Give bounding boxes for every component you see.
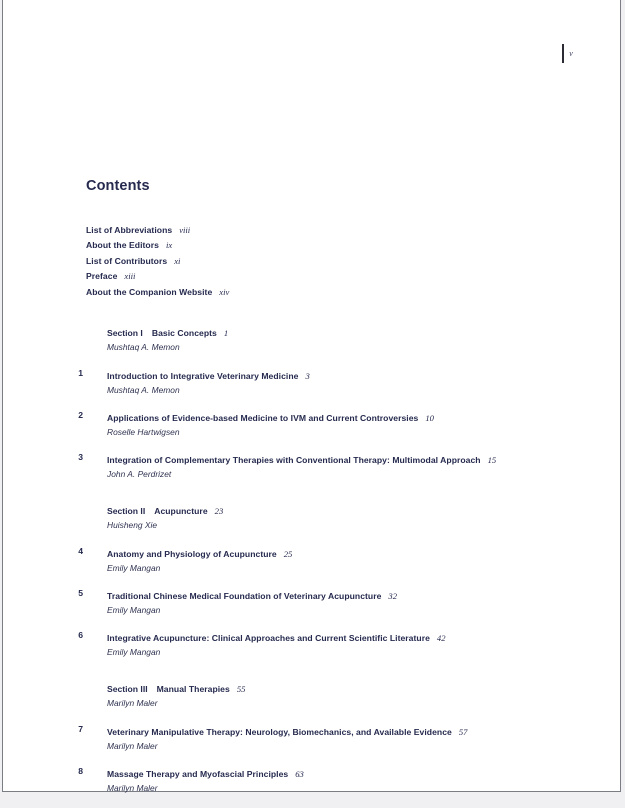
section-title: Acupuncture (154, 506, 208, 517)
list-item[interactable] (86, 284, 556, 299)
front-matter-page: viii (179, 225, 191, 235)
entry-page-number: 57 (458, 727, 468, 738)
toc-chapter-entry[interactable] (78, 368, 556, 397)
toc-entry-line (107, 325, 556, 341)
toc-section-entry[interactable] (86, 681, 556, 710)
entry-page-number: 1 (223, 328, 229, 339)
document-page (2, 0, 621, 792)
toc-entry-line (107, 452, 556, 468)
chapter-title: Applications of Evidence-based Medicine to IVM and Current Controversies (107, 413, 419, 424)
chapter-number: 7 (78, 724, 83, 735)
toc-entry-line (107, 410, 556, 426)
entry-page-number: 32 (388, 591, 398, 602)
chapter-title: Integrative Acupuncture: Clinical Approaches and Current Scientific Literature (107, 633, 430, 644)
chapter-number: 2 (78, 410, 83, 421)
entry-author: Emily Mangan (107, 604, 161, 615)
toc-chapter-entry[interactable] (78, 766, 556, 795)
entry-author: Mushtaq A. Memon (107, 341, 180, 352)
chapter-number: 4 (78, 546, 83, 557)
toc-entry-line (107, 546, 556, 562)
chapter-title: Massage Therapy and Myofascial Principles (107, 769, 289, 780)
toc-section-entry[interactable] (86, 503, 556, 532)
toc-entry-line (107, 588, 556, 604)
entry-page-number: 63 (295, 769, 304, 780)
entry-author: Marilyn Maler (107, 782, 158, 793)
entry-page-number: 23 (214, 506, 224, 517)
list-item[interactable] (86, 222, 556, 237)
toc-chapter-entry[interactable] (78, 452, 556, 481)
toc-entry-line (107, 724, 556, 740)
chapter-title: Introduction to Integrative Veterinary Medicine (107, 371, 299, 382)
front-matter-page: xiii (124, 271, 136, 282)
front-matter-page: ix (165, 240, 173, 251)
entry-author: Marilyn Maler (107, 697, 158, 708)
section-title: Basic Concepts (151, 328, 217, 339)
vertical-rule-icon (562, 44, 564, 63)
front-matter-label: About the Editors (86, 240, 159, 251)
entry-author: Roselle Hartwigsen (107, 426, 180, 437)
spacer (86, 672, 556, 681)
toc-entry-line (107, 630, 556, 646)
entry-page-number: 42 (436, 633, 446, 644)
list-item[interactable] (86, 253, 556, 268)
front-matter-label: List of Abbreviations (86, 225, 173, 235)
toc-chapter-entry[interactable] (78, 410, 556, 439)
list-item[interactable] (86, 237, 556, 252)
entry-author: John A. Perdrizet (107, 468, 172, 479)
chapter-title: Integration of Complementary Therapies with Conventional Therapy: Multimodal Approach (107, 455, 481, 466)
section-label: Section II (107, 506, 146, 517)
running-head (562, 42, 573, 64)
page-number: v (569, 48, 573, 58)
chapter-number: 1 (78, 368, 83, 379)
section-label: Section I (107, 328, 143, 339)
toc-entry-line (107, 766, 556, 782)
toc-entry-line (107, 368, 556, 384)
toc-entry-line (107, 681, 556, 697)
toc-chapter-entry[interactable] (78, 724, 556, 753)
entry-author: Emily Mangan (107, 562, 161, 573)
front-matter-label: List of Contributors (86, 255, 168, 266)
entry-page-number: 10 (425, 413, 434, 424)
toc-section-entry[interactable] (86, 325, 556, 354)
chapter-number: 3 (78, 452, 83, 463)
entry-author: Mushtaq A. Memon (107, 384, 180, 395)
entry-author: Huisheng Xie (107, 519, 158, 530)
front-matter-label: Preface (86, 271, 118, 282)
section-label: Section III (107, 684, 148, 695)
entry-page-number: 15 (487, 455, 497, 466)
entry-author: Marilyn Maler (107, 740, 158, 751)
toc-chapter-entry[interactable] (78, 546, 556, 575)
page-title: Contents (86, 178, 150, 194)
toc-chapter-entry[interactable] (78, 588, 556, 617)
chapter-number: 5 (78, 588, 83, 599)
front-matter-page: xi (174, 255, 181, 266)
front-matter-page: xiv (219, 286, 230, 297)
chapter-number: 6 (78, 630, 83, 641)
entry-author: Emily Mangan (107, 646, 161, 657)
toc-chapter-entry[interactable] (78, 630, 556, 659)
front-matter-list (86, 222, 556, 299)
spacer (86, 494, 556, 503)
table-of-contents (78, 178, 556, 808)
chapter-title: Traditional Chinese Medical Foundation of Veterinary Acupuncture (107, 591, 382, 602)
front-matter-label: About the Companion Website (86, 286, 213, 297)
toc-entry-line (107, 503, 556, 519)
chapter-title: Veterinary Manipulative Therapy: Neurology, Biomechanics, and Available Evidence (107, 727, 452, 738)
entry-page-number: 55 (236, 684, 246, 695)
entry-page-number: 3 (305, 371, 310, 382)
chapter-title: Anatomy and Physiology of Acupuncture (107, 549, 277, 560)
section-title: Manual Therapies (156, 684, 230, 695)
chapter-number: 8 (78, 766, 83, 777)
entry-page-number: 25 (283, 549, 293, 560)
list-item[interactable] (86, 268, 556, 283)
